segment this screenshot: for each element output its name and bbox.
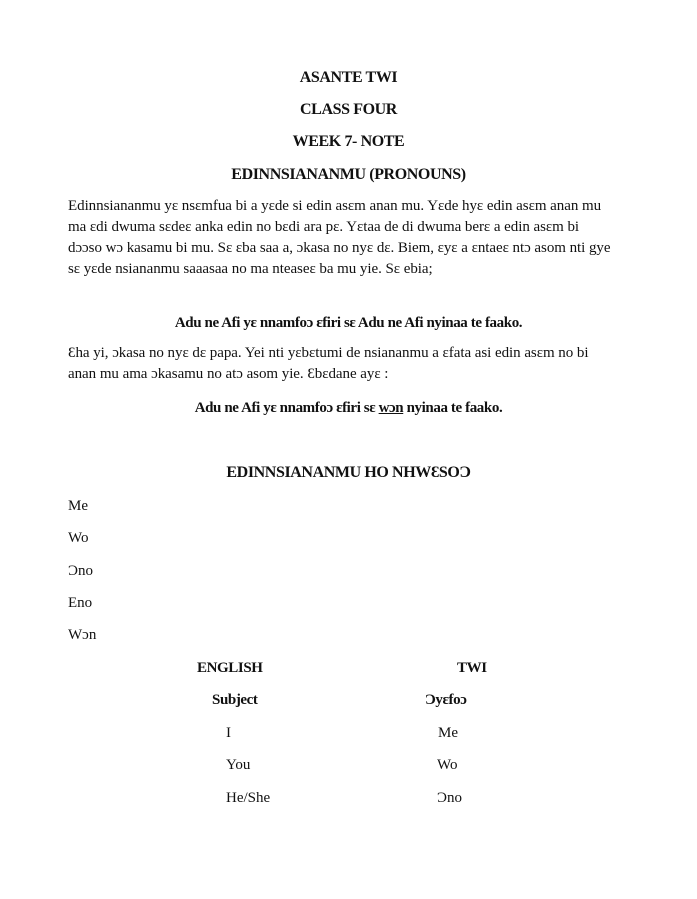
table-subheader-english: Subject: [212, 692, 258, 708]
table-cell-english: You: [226, 757, 251, 773]
pronoun-item: Wɔn: [68, 627, 97, 643]
example-sentence-2: [0, 398, 697, 418]
table-cell-english: I: [226, 725, 231, 741]
table-subheader-twi: Ɔyɛfoɔ: [425, 692, 467, 708]
intro-paragraph: Edinnsiananmu yɛ nsɛmfua bi a yɛde si edin asɛm anan mu. Yɛde hyɛ edin asɛm anan mu ma ɛdi dwuma sɛdeɛ anka edin no bɛdi ara pɛ. Yɛtaa de di dwuma berɛ a edin asɛm bi dɔɔso wɔ kasamu bi mu. Sɛ ɛba saa a, ɔkasa no nyɛ dɛ. Biem, ɛyɛ a ɛntaeɛ ntɔ asom nti gye sɛ yɛde nsiananmu saaasaa no ma nteaseɛ ba mu yie. Sɛ ebia;: [68, 198, 611, 277]
example-sentence-1: Adu ne Afi yɛ nnamfoɔ ɛfiri sɛ Adu ne Afi nyinaa te faako.: [174, 315, 523, 331]
class-title: CLASS FOUR: [300, 101, 397, 118]
second-paragraph: Ɛha yi, ɔkasa no nyɛ dɛ papa. Yei nti yɛbɛtumi de nsiananmu a ɛfata asi edin asɛm no bi anan mu ama ɔkasamu no atɔ asom yie. Ɛbɛdane ayɛ :: [68, 345, 589, 382]
pronoun-item: Ɔno: [68, 563, 94, 579]
subject-title: ASANTE TWI: [299, 69, 398, 86]
table-header-twi: TWI: [457, 660, 487, 676]
table-header-english: ENGLISH: [197, 660, 263, 676]
example-2-before: Adu ne Afi yɛ nnamfoɔ ɛfiri sɛ: [194, 400, 379, 416]
table-cell-twi: Ɔno: [437, 790, 463, 806]
example-2-after: nyinaa te faako.: [403, 400, 503, 416]
topic-title: EDINNSIANANMU (PRONOUNS): [231, 166, 466, 183]
table-cell-twi: Wo: [437, 757, 458, 773]
table-cell-twi: Me: [438, 725, 458, 741]
pronoun-item: Wo: [68, 530, 89, 546]
example-2-underlined-pronoun: wɔn: [378, 400, 404, 416]
pronoun-item: Eno: [68, 595, 93, 611]
section-title: EDINNSIANANMU HO NHWƐSOƆ: [226, 464, 471, 481]
week-title: WEEK 7- NOTE: [292, 133, 405, 150]
pronoun-item: Me: [68, 498, 88, 514]
table-cell-english: He/She: [226, 790, 271, 806]
